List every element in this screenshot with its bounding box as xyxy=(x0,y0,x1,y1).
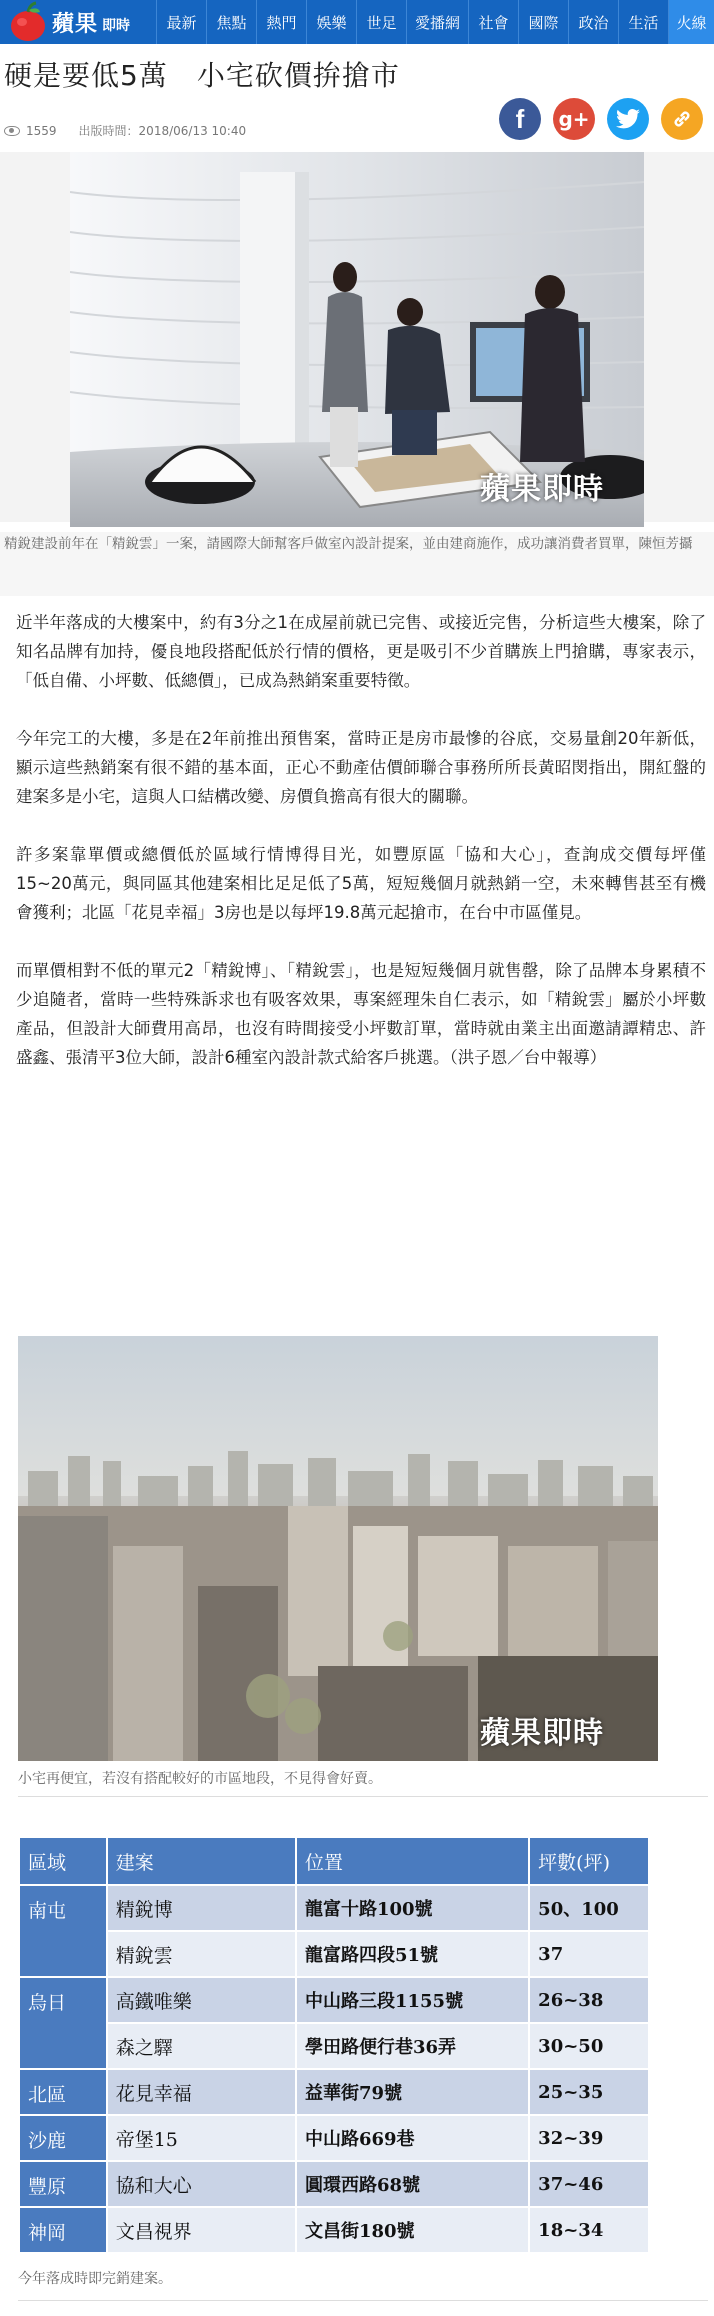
cell-area: 豐原 xyxy=(19,2161,107,2207)
city-photo[interactable] xyxy=(18,1336,658,1761)
cell-project: 帝堡15 xyxy=(107,2115,296,2161)
nav-item-7[interactable]: 國際 xyxy=(518,0,568,44)
link-icon xyxy=(671,108,693,130)
lead-photo-container xyxy=(0,152,714,522)
site-logo[interactable] xyxy=(0,0,156,44)
lead-photo[interactable] xyxy=(70,152,644,527)
cell-size: 37 xyxy=(529,1931,649,1977)
divider xyxy=(18,1796,708,1797)
cell-project: 精銳博 xyxy=(107,1885,296,1931)
divider xyxy=(18,2300,708,2301)
google-plus-icon: g+ xyxy=(558,107,590,131)
cell-location: 龍富路四段51號 xyxy=(296,1931,529,1977)
table-row xyxy=(19,2069,649,2115)
nav-item-4[interactable]: 世足 xyxy=(356,0,406,44)
cell-size: 26~38 xyxy=(529,1977,649,2023)
facebook-share-button[interactable] xyxy=(499,98,541,140)
cell-size: 37~46 xyxy=(529,2161,649,2207)
cell-location: 益華街79號 xyxy=(296,2069,529,2115)
cell-location: 中山路三段1155號 xyxy=(296,1977,529,2023)
article-paragraph: 今年完工的大樓，多是在2年前推出預售案，當時正是房市最慘的谷底，交易量創20年新低，顯示這些熱銷案有很不錯的基本面，正心不動產估價師聯合事務所所長黃昭閔指出，開紅盤的建案多是小宅，這與人口結構改變、房價負擔高有很大的關聯。 xyxy=(16,729,706,806)
cell-size: 32~39 xyxy=(529,2115,649,2161)
copy-link-button[interactable] xyxy=(661,98,703,140)
city-photo-caption: 小宅再便宜，若沒有搭配較好的市區地段，不見得會好賣。 xyxy=(18,1771,382,1787)
header-location: 位置 xyxy=(296,1837,529,1885)
article-paragraph: 近半年落成的大樓案中，約有3分之1在成屋前就已完售、或接近完售，分析這些大樓案，除了知名品牌有加持，優良地段搭配低於行情的價格，更是吸引不少首購族上門搶購，專家表示，「低自備、小坪數、低總價」，已成為熱銷案重要特徵。 xyxy=(16,613,706,690)
article-meta xyxy=(4,122,246,139)
cell-location: 文昌街180號 xyxy=(296,2207,529,2253)
cell-location: 圓環西路68號 xyxy=(296,2161,529,2207)
nav-item-10[interactable]: 火線 xyxy=(668,0,714,44)
cell-area: 神岡 xyxy=(19,2207,107,2253)
publish-time: 出版時間：2018/06/13 10:40 xyxy=(78,124,247,138)
cell-project: 協和大心 xyxy=(107,2161,296,2207)
photo-watermark: 蘋果即時 xyxy=(480,1716,604,1751)
header-area: 區域 xyxy=(19,1837,107,1885)
facebook-icon: f xyxy=(515,103,525,134)
nav-item-1[interactable]: 焦點 xyxy=(206,0,256,44)
header-project: 建案 xyxy=(107,1837,296,1885)
cell-size: 18~34 xyxy=(529,2207,649,2253)
table-header-row xyxy=(19,1837,649,1885)
nav-item-8[interactable]: 政治 xyxy=(568,0,618,44)
table-caption: 今年落成時即完銷建案。 xyxy=(18,2271,172,2287)
nav-item-0[interactable]: 最新 xyxy=(156,0,206,44)
article-paragraph: 許多案靠單價或總價低於區域行情博得目光，如豐原區「協和大心」，查詢成交價每坪僅15~20萬元，與同區其他建案相比足足低了5萬，短短幾個月就熱銷一空，未來轉售甚至有機會獲利；北區「花見幸福」3房也是以每坪19.8萬元起搶市，在台中市區僅見。 xyxy=(16,845,706,922)
table-row xyxy=(19,2207,649,2253)
logo-text: 蘋果 xyxy=(52,11,99,37)
nav-menu xyxy=(156,0,714,44)
article-paragraph: 而單價相對不低的單元2「精銳博」、「精銳雲」，也是短短幾個月就售罄，除了品牌本身累積不少追隨者，當時一些特殊訴求也有吸客效果，專案經理朱自仁表示，如「精銳雲」屬於小坪數產品，但設計大師費用高昂，也沒有時間接受小坪數訂單，當時就由業主出面邀請譚精忠、許盛鑫、張清平3位大師，設計6種室內設計款式給客戶挑選。（洪子恩／台中報導） xyxy=(16,961,706,1067)
table-row xyxy=(19,1931,649,1977)
cell-area: 沙鹿 xyxy=(19,2115,107,2161)
table-row xyxy=(19,2115,649,2161)
cell-project: 高鐵唯樂 xyxy=(107,1977,296,2023)
cell-area: 烏日 xyxy=(19,1977,107,2069)
top-nav-bar xyxy=(0,0,714,44)
nav-item-6[interactable]: 社會 xyxy=(468,0,518,44)
logo-subtext: 即時 xyxy=(102,18,131,34)
twitter-icon xyxy=(616,109,640,129)
cell-size: 25~35 xyxy=(529,2069,649,2115)
cell-project: 文昌視界 xyxy=(107,2207,296,2253)
nav-item-9[interactable]: 生活 xyxy=(618,0,668,44)
nav-item-2[interactable]: 熱門 xyxy=(256,0,306,44)
header-size: 坪數(坪) xyxy=(529,1837,649,1885)
apple-logo-icon xyxy=(6,0,50,44)
cell-project: 精銳雲 xyxy=(107,1931,296,1977)
view-count: 1559 xyxy=(26,123,57,138)
table-row xyxy=(19,1885,649,1931)
photo-watermark: 蘋果即時 xyxy=(480,472,604,507)
table-row xyxy=(19,2161,649,2207)
table-row xyxy=(19,2023,649,2069)
nav-item-5[interactable]: 愛播網 xyxy=(406,0,468,44)
cell-area: 南屯 xyxy=(19,1885,107,1977)
nav-item-3[interactable]: 娛樂 xyxy=(306,0,356,44)
cell-area: 北區 xyxy=(19,2069,107,2115)
google-plus-share-button[interactable] xyxy=(553,98,595,140)
cell-project: 森之驛 xyxy=(107,2023,296,2069)
article-body xyxy=(16,608,706,1101)
eye-icon xyxy=(4,126,20,136)
cell-location: 中山路669巷 xyxy=(296,2115,529,2161)
article-title: 硬是要低5萬 小宅砍價拚搶市 xyxy=(4,59,400,92)
twitter-share-button[interactable] xyxy=(607,98,649,140)
cell-size: 50、100 xyxy=(529,1885,649,1931)
cell-size: 30~50 xyxy=(529,2023,649,2069)
lead-photo-caption: 精銳建設前年在「精銳雲」一案，請國際大師幫客戶做室內設計提案，並由建商施作，成功讓消費者買單，陳恒芳攝 xyxy=(0,532,714,596)
completed-projects-table xyxy=(18,1836,650,2254)
table-row xyxy=(19,1977,649,2023)
cell-location: 龍富十路100號 xyxy=(296,1885,529,1931)
cell-project: 花見幸福 xyxy=(107,2069,296,2115)
cell-location: 學田路便行巷36弄 xyxy=(296,2023,529,2069)
